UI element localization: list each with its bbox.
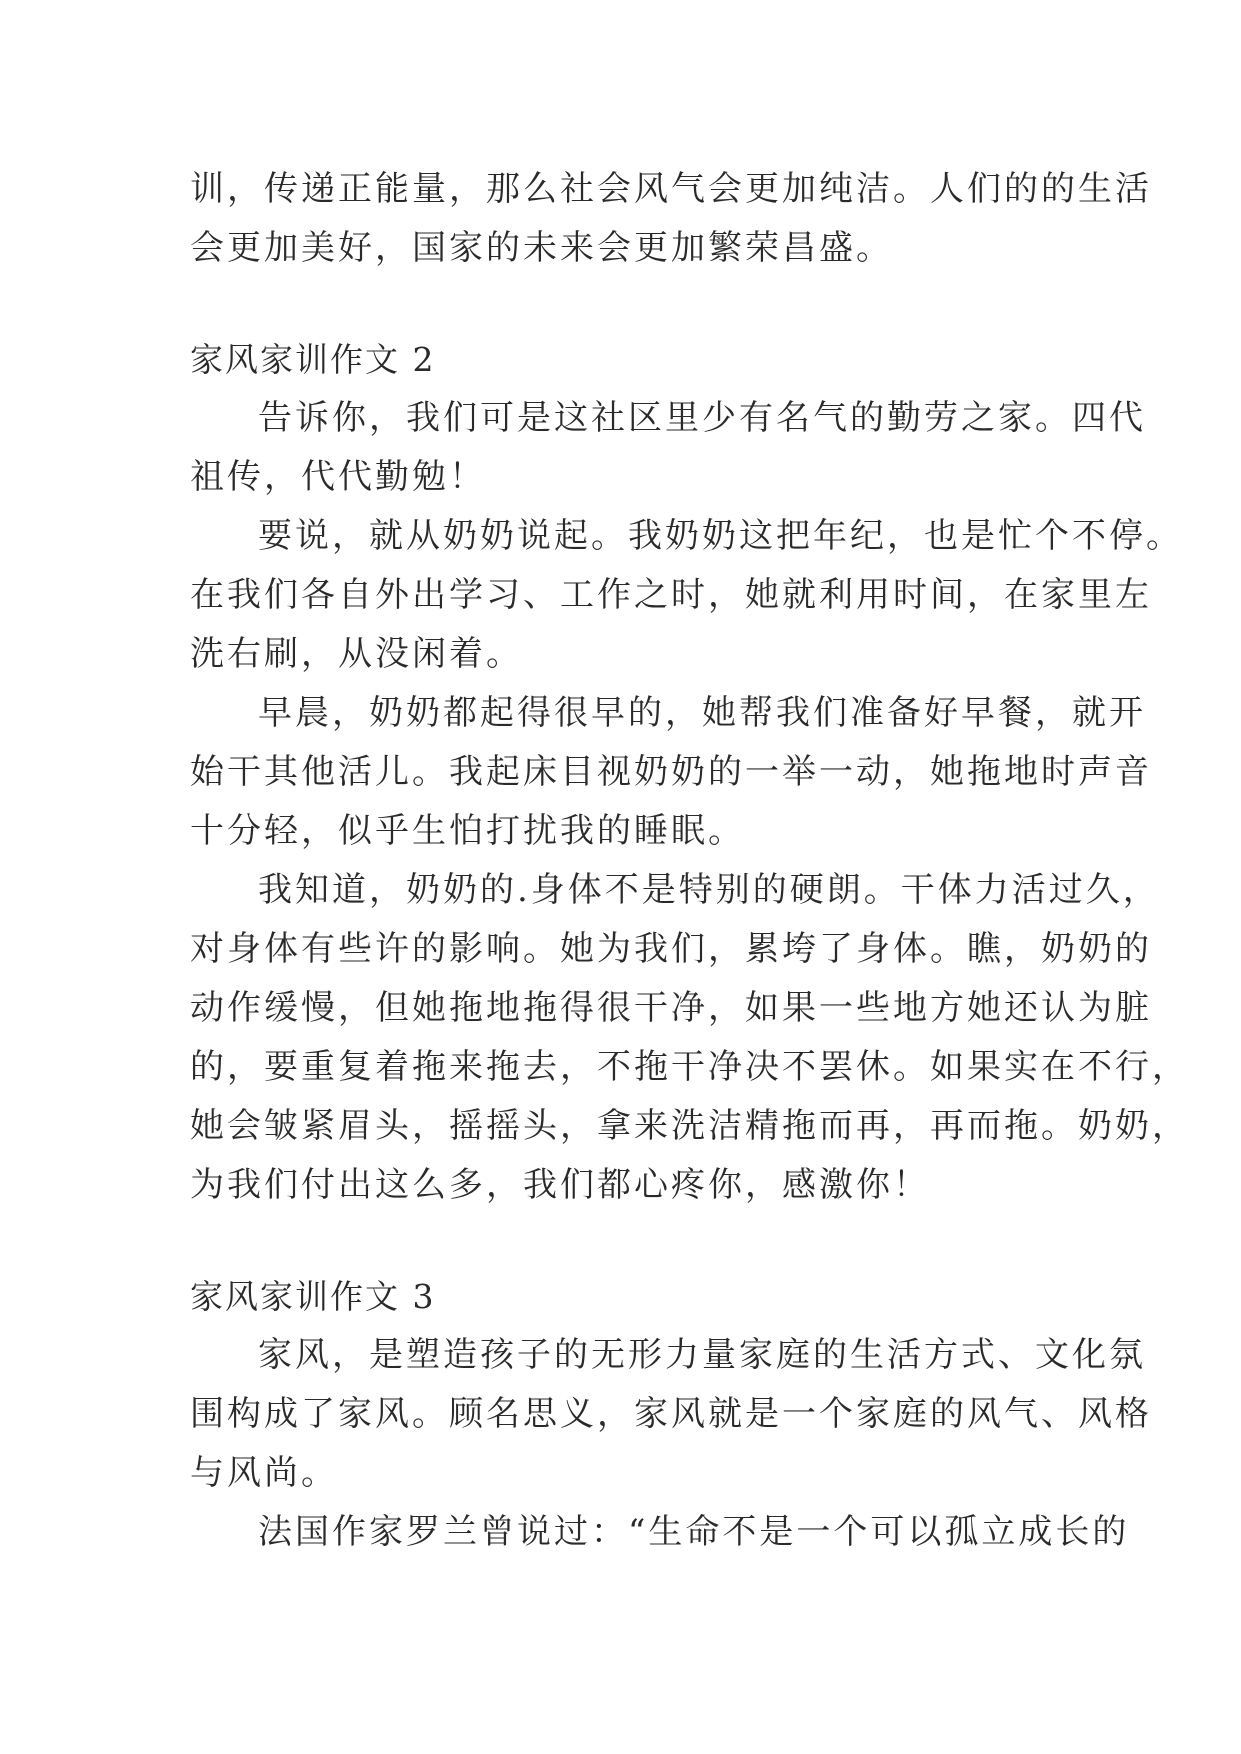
text-line: 训，传递正能量，那么社会风气会更加纯洁。人们的的生活: [190, 169, 1152, 209]
section-title: 家风家训作文 2: [190, 340, 436, 379]
text-line: 的，要重复着拖来拖去，不拖干净决不罢休。如果实在不行，: [190, 1047, 1189, 1087]
paragraph: [190, 507, 1183, 684]
section-3: [190, 1267, 1152, 1562]
text-line: 会更加美好，国家的未来会更加繁荣昌盛。: [190, 228, 893, 268]
text-line: 始干其他活儿。我起床目视奶奶的一举一动，她拖地时声音: [190, 752, 1152, 792]
text-line: 洗右刷，从没闲着。: [190, 634, 523, 674]
paragraph: [190, 1503, 1130, 1562]
text-line: 与风尚。: [190, 1453, 338, 1493]
text-line: 法国作家罗兰曾说过：“生命不是一个可以孤立成长的: [258, 1512, 1130, 1552]
text-line: 对身体有些许的影响。她为我们，累垮了身体。瞧，奶奶的: [190, 929, 1152, 969]
paragraph: [190, 389, 1146, 507]
text-line: 早晨，奶奶都起得很早的，她帮我们准备好早餐，就开: [258, 693, 1146, 733]
paragraph: [190, 861, 1189, 1215]
text-line: 动作缓慢，但她拖地拖得很干净，如果一些地方她还认为脏: [190, 988, 1152, 1028]
intro-paragraph: [190, 160, 1152, 278]
text-line: 围构成了家风。顾名思义，家风就是一个家庭的风气、风格: [190, 1394, 1152, 1434]
paragraph: [190, 684, 1152, 861]
text-line: 告诉你，我们可是这社区里少有名气的勤劳之家。四代: [258, 398, 1146, 438]
text-line: 为我们付出这么多，我们都心疼你，感激你！: [190, 1165, 930, 1205]
text-line: 要说，就从奶奶说起。我奶奶这把年纪，也是忙个不停。: [258, 516, 1183, 556]
text-line: 家风，是塑造孩子的无形力量家庭的生活方式、文化氛: [258, 1335, 1146, 1375]
section-title: 家风家训作文 3: [190, 1277, 436, 1316]
text-line: 十分轻，似乎生怕打扰我的睡眠。: [190, 811, 745, 851]
text-line: 我知道，奶奶的.身体不是特别的硬朗。干体力活过久，: [258, 870, 1160, 910]
text-line: 她会皱紧眉头，摇摇头，拿来洗洁精拖而再，再而拖。奶奶，: [190, 1106, 1189, 1146]
document-page: [190, 160, 1189, 1562]
text-line: 在我们各自外出学习、工作之时，她就利用时间，在家里左: [190, 575, 1152, 615]
paragraph: [190, 1326, 1152, 1503]
section-2: [190, 330, 1189, 1215]
text-line: 祖传，代代勤勉！: [190, 457, 486, 497]
